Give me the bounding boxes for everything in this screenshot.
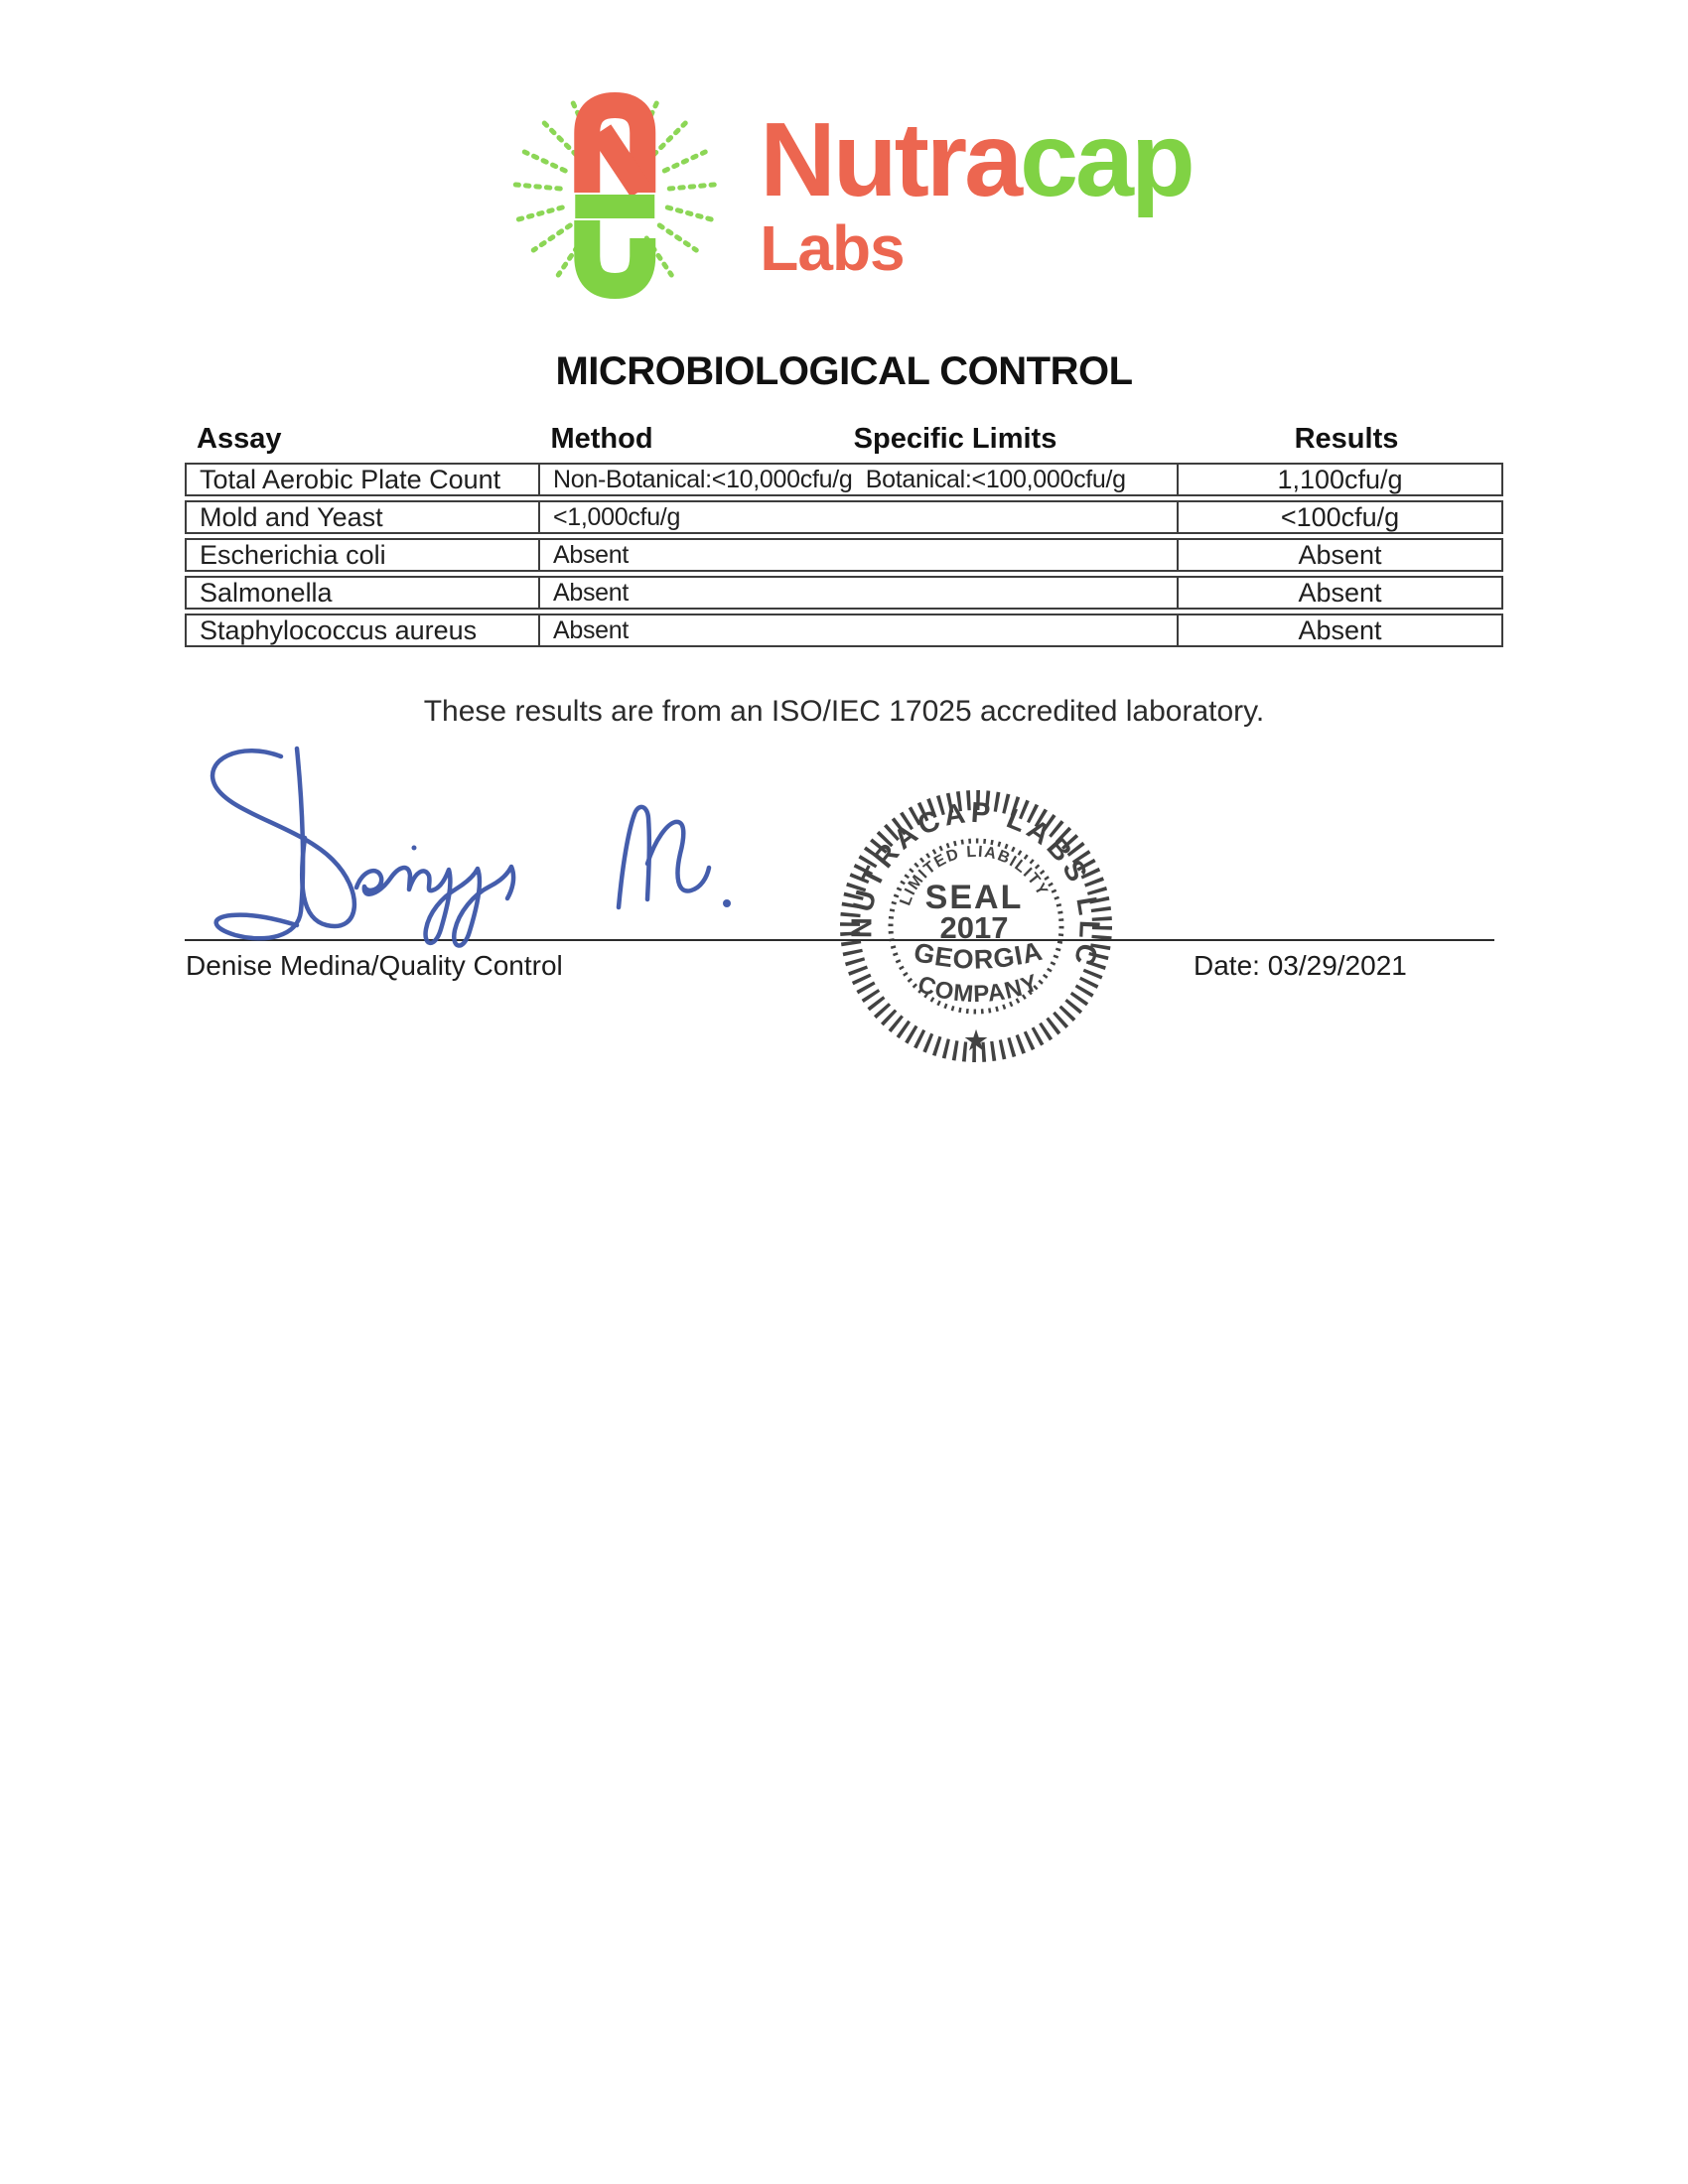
table-row [185,500,1503,534]
col-header-specific-limits: Specific Limits [853,423,1057,455]
seal-year: 2017 [939,910,1009,945]
table-row [185,614,1503,647]
company-seal-stamp [817,767,1135,1085]
assay-results-table [185,421,1503,647]
brand-text-nutra: Nutra [760,101,1021,218]
handwritten-signature-image [182,743,743,953]
method-limits-cell: Absent [540,615,1179,646]
assay-cell: Escherichia coli [187,540,540,571]
table-row [185,463,1503,496]
seal-ring-text: NUTRACAP LABS LLC [846,796,1105,973]
result-cell: Absent [1298,578,1382,608]
seal-word: SEAL [924,879,1024,916]
table-row [185,576,1503,610]
assay-cell: Salmonella [187,578,540,609]
seal-limited-liability-text: LIMITED LIABILITY [897,843,1052,908]
result-cell: Absent [1298,615,1382,645]
signer-name-label: Denise Medina/Quality Control [186,950,563,981]
result-cell: 1,100cfu/g [1277,465,1403,494]
seal-star-icon: ★ [964,1025,988,1055]
col-header-assay: Assay [197,423,282,455]
table-header-row [185,421,1503,463]
seal-company-text: COMPANY [914,969,1043,1009]
accreditation-note: These results are from an ISO/IEC 17025 accredited laboratory. [423,695,1265,728]
result-cell: Absent [1298,540,1382,570]
result-cell: <100cfu/g [1280,502,1400,532]
nutracap-logo [495,81,1192,306]
logo-rays [515,103,714,275]
assay-cell: Total Aerobic Plate Count [187,465,540,495]
capsule-with-rays-icon [495,81,734,306]
capsule-shape [575,105,654,286]
seal-georgia-text: GEORGIA [911,935,1047,975]
col-header-method: Method [550,423,653,455]
method-limits-cell: Non-Botanical:<10,000cfu/g Botanical:<100,000cfu/g [540,465,1179,495]
method-limits-cell: Absent [540,540,1179,571]
assay-cell: Mold and Yeast [187,502,540,533]
page-title: MICROBIOLOGICAL CONTROL [555,349,1133,393]
brand-text-cap: cap [1020,101,1193,218]
assay-cell: Staphylococcus aureus [187,615,540,646]
col-header-results: Results [1294,423,1399,455]
method-limits-cell: Absent [540,578,1179,609]
method-limits-cell: <1,000cfu/g [540,502,1179,533]
table-row [185,538,1503,572]
date-label: Date: 03/29/2021 [1194,950,1407,981]
brand-text-labs: Labs [760,212,905,284]
brand-wordmark [760,101,1193,284]
